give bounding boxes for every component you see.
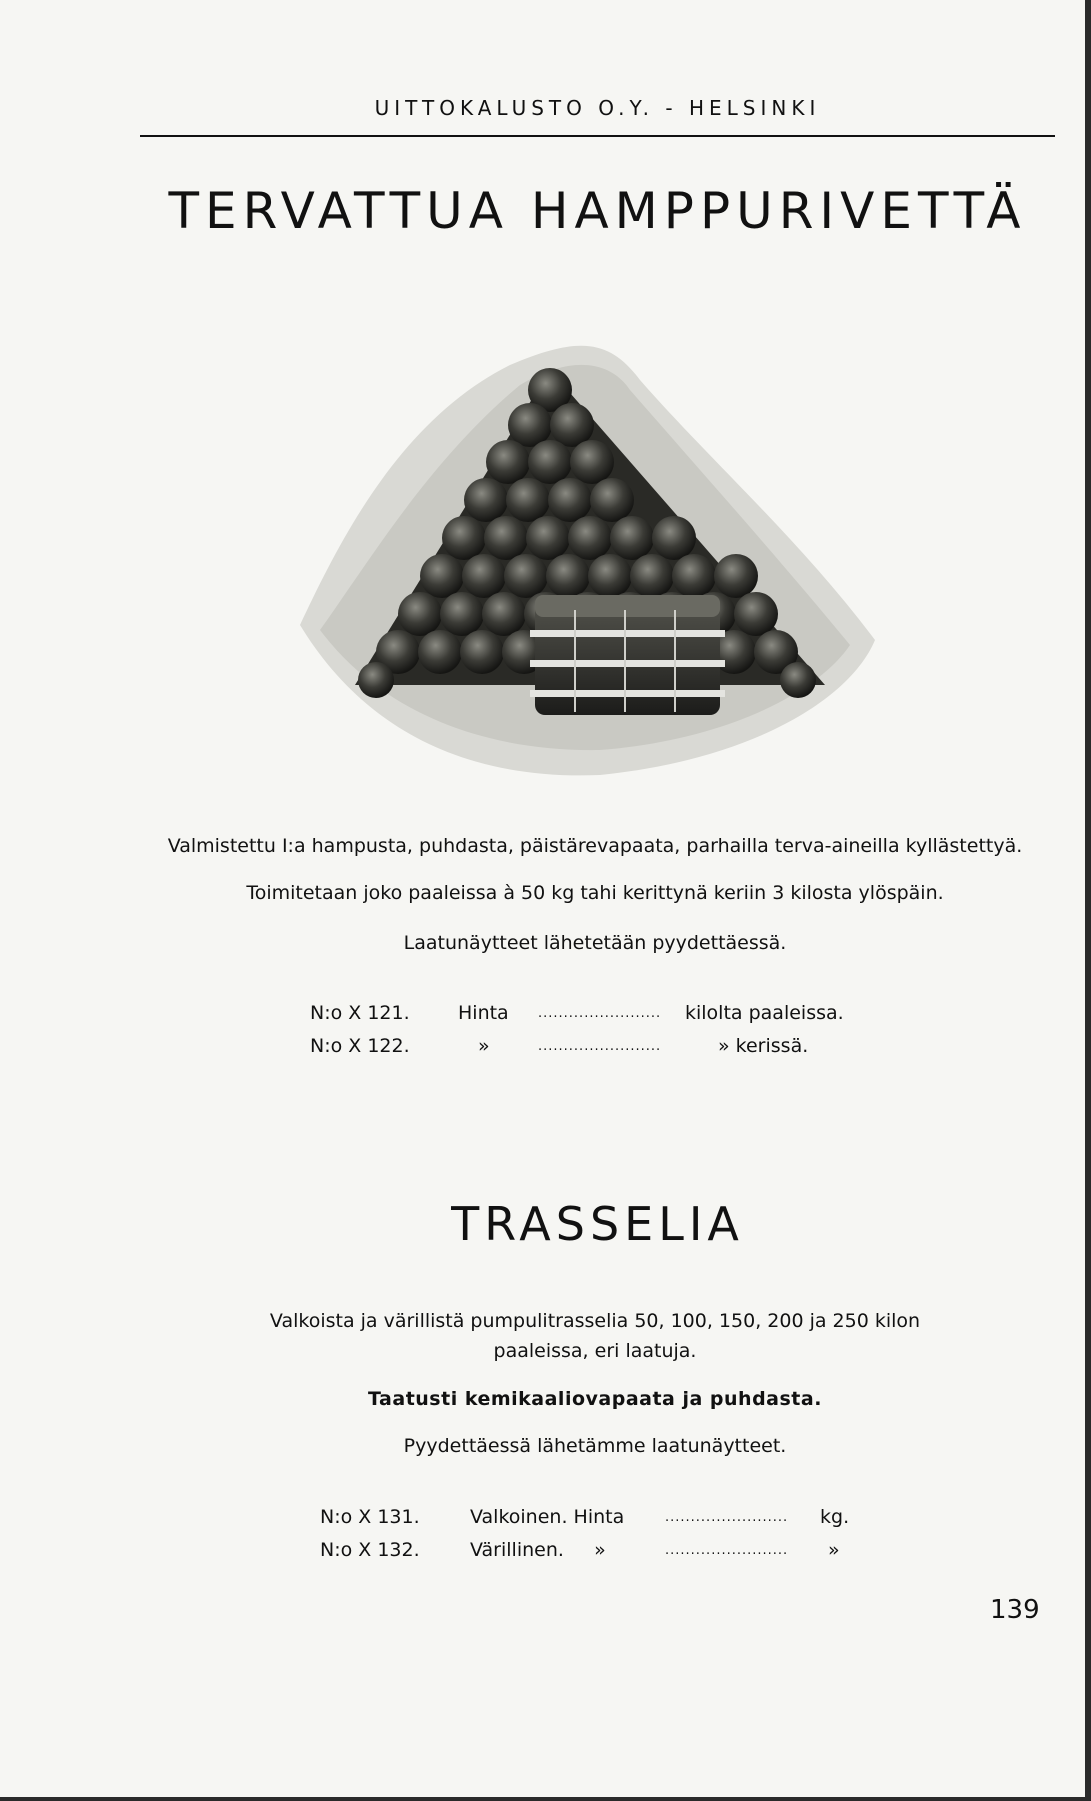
description-line-3: Laatunäytteet lähetetään pyydettäessä. xyxy=(403,932,787,954)
item-suffix: » kerissä. xyxy=(718,1035,809,1057)
item-code: N:o X 132. xyxy=(320,1539,420,1561)
item-name: Valkoinen. Hinta xyxy=(470,1506,625,1528)
section2-title: TRASSELIA xyxy=(451,1197,744,1251)
item-dots: ........................ xyxy=(538,1039,662,1054)
trasseli-note: Pyydettäessä lähetämme laatunäytteet. xyxy=(403,1435,787,1457)
item-suffix: kilolta paaleissa. xyxy=(685,1002,844,1024)
trasseli-guarantee: Taatusti kemikaaliovapaata ja puhdasta. xyxy=(368,1388,822,1410)
item-dots: ........................ xyxy=(665,1543,789,1558)
hemp-bale xyxy=(530,595,725,715)
price-row xyxy=(310,1002,870,1026)
trasseli-description-line-2: paaleissa, eri laatuja. xyxy=(493,1340,697,1362)
item-dots: ........................ xyxy=(665,1510,789,1525)
page-edge-bottom xyxy=(0,1797,1091,1801)
item-label: » xyxy=(478,1035,490,1057)
header-rule xyxy=(140,135,1055,137)
price-row xyxy=(320,1539,880,1563)
page-edge-right xyxy=(1085,0,1091,1801)
item-suffix: » xyxy=(828,1539,840,1561)
page-number: 139 xyxy=(990,1595,1040,1625)
price-row xyxy=(320,1506,880,1530)
hemp-oakum-photo xyxy=(280,340,900,780)
description-line-2: Toimitetaan joko paaleissa à 50 kg tahi kerittynä keriin 3 kilosta ylöspäin. xyxy=(246,882,944,904)
item-dots: ........................ xyxy=(538,1006,662,1021)
item-code: N:o X 131. xyxy=(320,1506,420,1528)
price-row xyxy=(310,1035,870,1059)
item-suffix: kg. xyxy=(820,1506,850,1528)
item-code: N:o X 122. xyxy=(310,1035,410,1057)
trasseli-description-line-1: Valkoista ja värillistä pumpulitrasselia 50, 100, 150, 200 ja 250 kilon xyxy=(269,1310,921,1332)
item-name: Värillinen. » xyxy=(470,1539,606,1561)
section1-title: TERVATTUA HAMPPURIVETTÄ xyxy=(168,182,1027,240)
company-header: UITTOKALUSTO O.Y. - HELSINKI xyxy=(374,96,821,120)
description-line-1: Valmistettu I:a hampusta, puhdasta, päistärevapaata, parhailla terva-aineilla kyllästettyä. xyxy=(167,835,1023,857)
item-code: N:o X 121. xyxy=(310,1002,410,1024)
item-label: Hinta xyxy=(458,1002,509,1024)
